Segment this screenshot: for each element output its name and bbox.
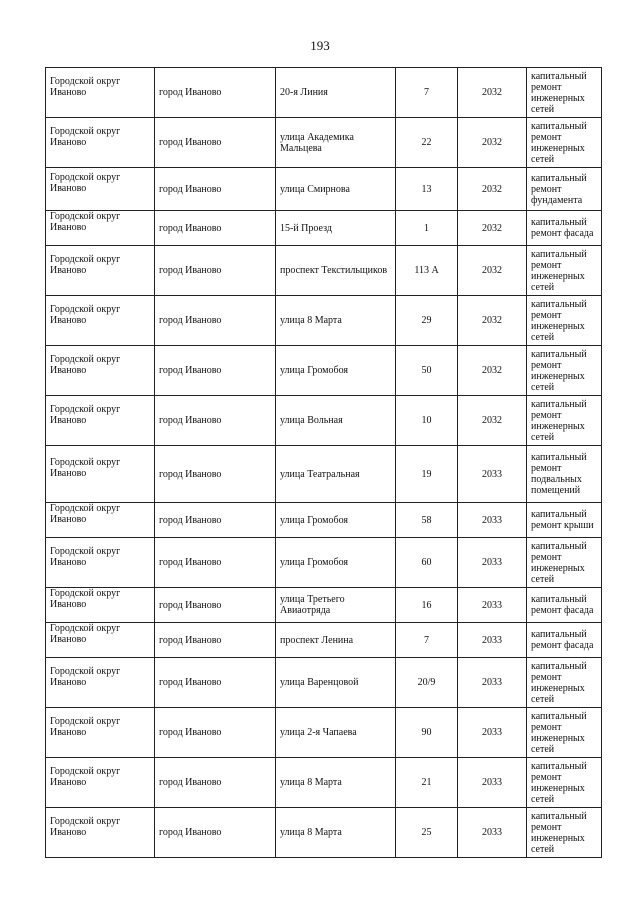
cell-house-number: 21 xyxy=(396,758,458,808)
table-row xyxy=(46,708,602,758)
cell-house-number: 22 xyxy=(396,118,458,168)
cell-district: Городской округ Иваново xyxy=(46,588,155,623)
cell-district: Городской округ Иваново xyxy=(46,538,155,588)
cell-year: 2033 xyxy=(458,538,527,588)
cell-house-number: 50 xyxy=(396,346,458,396)
cell-year: 2033 xyxy=(458,623,527,658)
cell-work-type: капитальный ремонт инженерных сетей xyxy=(527,296,602,346)
cell-district: Городской округ Иваново xyxy=(46,503,155,538)
cell-district: Городской округ Иваново xyxy=(46,346,155,396)
cell-house-number: 19 xyxy=(396,446,458,503)
cell-work-type: капитальный ремонт инженерных сетей xyxy=(527,246,602,296)
table-row xyxy=(46,211,602,246)
cell-work-type: капитальный ремонт инженерных сетей xyxy=(527,658,602,708)
cell-city: город Иваново xyxy=(155,118,276,168)
table-row xyxy=(46,588,602,623)
cell-year: 2033 xyxy=(458,708,527,758)
cell-city: город Иваново xyxy=(155,396,276,446)
repair-schedule-table xyxy=(45,67,602,858)
cell-street: проспект Текстильщиков xyxy=(276,246,396,296)
cell-house-number: 29 xyxy=(396,296,458,346)
cell-city: город Иваново xyxy=(155,503,276,538)
cell-year: 2032 xyxy=(458,296,527,346)
cell-year: 2033 xyxy=(458,758,527,808)
cell-district: Городской округ Иваново xyxy=(46,758,155,808)
table-row xyxy=(46,246,602,296)
cell-work-type: капитальный ремонт инженерных сетей xyxy=(527,118,602,168)
cell-street: улица Третьего Авиаотряда xyxy=(276,588,396,623)
cell-work-type: капитальный ремонт инженерных сетей xyxy=(527,346,602,396)
cell-street: улица Громобоя xyxy=(276,346,396,396)
cell-street: улица 8 Марта xyxy=(276,808,396,858)
cell-city: город Иваново xyxy=(155,246,276,296)
cell-street: улица 8 Марта xyxy=(276,296,396,346)
cell-work-type: капитальный ремонт инженерных сетей xyxy=(527,538,602,588)
cell-city: город Иваново xyxy=(155,658,276,708)
cell-city: город Иваново xyxy=(155,211,276,246)
table-row xyxy=(46,758,602,808)
table-row xyxy=(46,296,602,346)
cell-work-type: капитальный ремонт фасада xyxy=(527,588,602,623)
cell-work-type: капитальный ремонт инженерных сетей xyxy=(527,396,602,446)
cell-district: Городской округ Иваново xyxy=(46,211,155,246)
cell-house-number: 13 xyxy=(396,168,458,211)
cell-work-type: капитальный ремонт фасада xyxy=(527,623,602,658)
table-row xyxy=(46,118,602,168)
table-row xyxy=(46,658,602,708)
cell-district: Городской округ Иваново xyxy=(46,446,155,503)
cell-year: 2032 xyxy=(458,68,527,118)
cell-year: 2032 xyxy=(458,246,527,296)
cell-street: улица 8 Марта xyxy=(276,758,396,808)
cell-city: город Иваново xyxy=(155,538,276,588)
cell-street: улица Громобоя xyxy=(276,503,396,538)
cell-year: 2032 xyxy=(458,118,527,168)
cell-city: город Иваново xyxy=(155,808,276,858)
cell-house-number: 90 xyxy=(396,708,458,758)
cell-street: улица Академика Мальцева xyxy=(276,118,396,168)
cell-year: 2033 xyxy=(458,446,527,503)
cell-house-number: 16 xyxy=(396,588,458,623)
cell-district: Городской округ Иваново xyxy=(46,246,155,296)
cell-district: Городской округ Иваново xyxy=(46,68,155,118)
cell-year: 2032 xyxy=(458,168,527,211)
cell-year: 2033 xyxy=(458,588,527,623)
cell-street: улица Вольная xyxy=(276,396,396,446)
cell-house-number: 58 xyxy=(396,503,458,538)
cell-house-number: 7 xyxy=(396,68,458,118)
cell-house-number: 113 А xyxy=(396,246,458,296)
cell-house-number: 25 xyxy=(396,808,458,858)
cell-work-type: капитальный ремонт инженерных сетей xyxy=(527,68,602,118)
cell-street: улица 2-я Чапаева xyxy=(276,708,396,758)
cell-work-type: капитальный ремонт крыши xyxy=(527,503,602,538)
cell-year: 2033 xyxy=(458,808,527,858)
table-row xyxy=(46,808,602,858)
cell-city: город Иваново xyxy=(155,708,276,758)
cell-year: 2033 xyxy=(458,503,527,538)
cell-city: город Иваново xyxy=(155,68,276,118)
cell-street: улица Громобоя xyxy=(276,538,396,588)
cell-city: город Иваново xyxy=(155,296,276,346)
cell-street: улица Театральная xyxy=(276,446,396,503)
cell-city: город Иваново xyxy=(155,168,276,211)
page-number: 193 xyxy=(310,38,330,53)
cell-work-type: капитальный ремонт фасада xyxy=(527,211,602,246)
cell-work-type: капитальный ремонт фундамента xyxy=(527,168,602,211)
table-row xyxy=(46,346,602,396)
cell-street: 15-й Проезд xyxy=(276,211,396,246)
cell-year: 2032 xyxy=(458,396,527,446)
cell-street: 20-я Линия xyxy=(276,68,396,118)
cell-city: город Иваново xyxy=(155,623,276,658)
cell-city: город Иваново xyxy=(155,346,276,396)
table-row xyxy=(46,623,602,658)
cell-district: Городской округ Иваново xyxy=(46,623,155,658)
cell-work-type: капитальный ремонт инженерных сетей xyxy=(527,758,602,808)
cell-house-number: 20/9 xyxy=(396,658,458,708)
cell-district: Городской округ Иваново xyxy=(46,396,155,446)
cell-year: 2032 xyxy=(458,211,527,246)
cell-work-type: капитальный ремонт инженерных сетей xyxy=(527,708,602,758)
cell-house-number: 7 xyxy=(396,623,458,658)
cell-street: улица Варенцовой xyxy=(276,658,396,708)
cell-street: проспект Ленина xyxy=(276,623,396,658)
cell-city: город Иваново xyxy=(155,758,276,808)
cell-city: город Иваново xyxy=(155,588,276,623)
cell-district: Городской округ Иваново xyxy=(46,168,155,211)
cell-district: Городской округ Иваново xyxy=(46,658,155,708)
cell-house-number: 1 xyxy=(396,211,458,246)
cell-street: улица Смирнова xyxy=(276,168,396,211)
cell-district: Городской округ Иваново xyxy=(46,808,155,858)
table-row xyxy=(46,538,602,588)
cell-work-type: капитальный ремонт подвальных помещений xyxy=(527,446,602,503)
cell-house-number: 60 xyxy=(396,538,458,588)
cell-city: город Иваново xyxy=(155,446,276,503)
cell-year: 2032 xyxy=(458,346,527,396)
table-row xyxy=(46,503,602,538)
cell-district: Городской округ Иваново xyxy=(46,296,155,346)
cell-house-number: 10 xyxy=(396,396,458,446)
table-body xyxy=(46,68,602,858)
cell-year: 2033 xyxy=(458,658,527,708)
table-row xyxy=(46,168,602,211)
table-row xyxy=(46,446,602,503)
cell-district: Городской округ Иваново xyxy=(46,118,155,168)
cell-work-type: капитальный ремонт инженерных сетей xyxy=(527,808,602,858)
cell-district: Городской округ Иваново xyxy=(46,708,155,758)
table-row xyxy=(46,396,602,446)
table-row xyxy=(46,68,602,118)
